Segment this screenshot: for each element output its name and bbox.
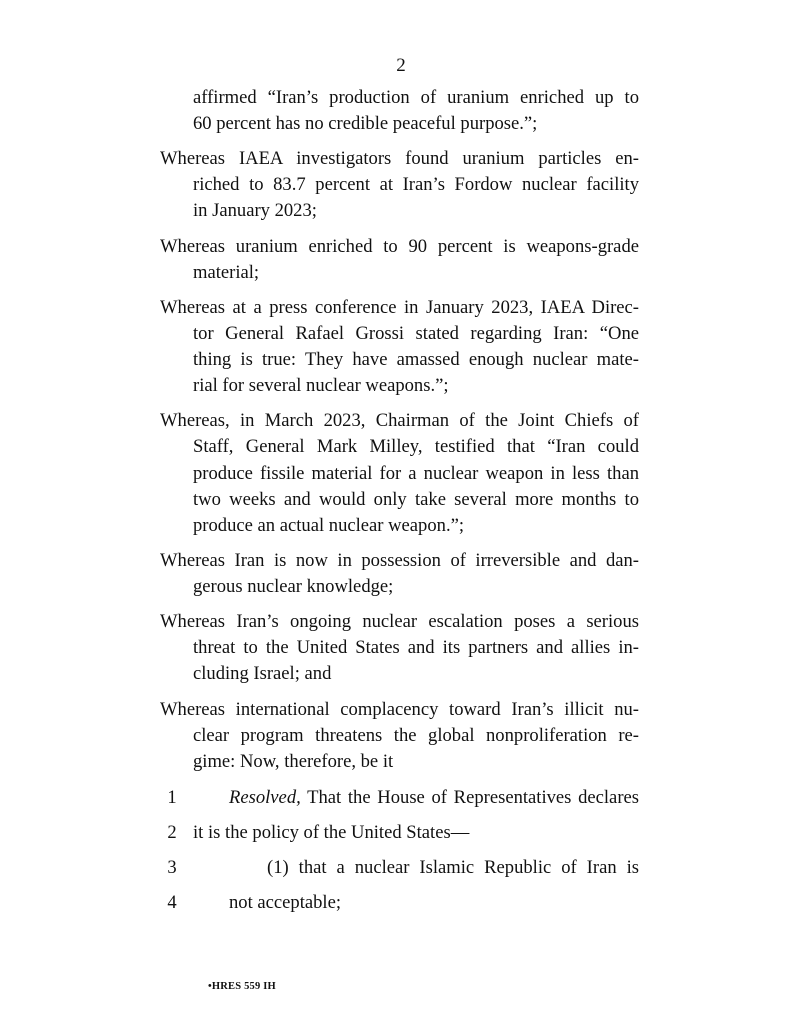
resolution-text: That the House of Representatives declares <box>300 787 639 808</box>
text-line: two weeks and would only take several more months to <box>193 489 639 510</box>
text-line: rial for several nuclear weapons.”; <box>193 375 449 396</box>
line-number: 2 <box>167 822 177 843</box>
text-line: riched to 83.7 percent at Iran’s Fordow nuclear facility <box>193 174 639 195</box>
text-line: clear program threatens the global nonproliferation re- <box>193 725 639 746</box>
text-line: 60 percent has no credible peaceful purpose.”; <box>193 113 538 134</box>
whereas-clause-line: Whereas Iran’s ongoing nuclear escalation poses a serious <box>160 611 639 632</box>
text-line: thing is true: They have amassed enough nuclear mate- <box>193 349 639 370</box>
whereas-clause-line: Whereas Iran is now in possession of irreversible and dan- <box>160 550 639 571</box>
text-line: gime: Now, therefore, be it <box>193 751 394 772</box>
text-line: threat to the United States and its partners and allies in- <box>193 637 639 658</box>
whereas-clause-line: Whereas uranium enriched to 90 percent is weapons-grade <box>160 236 639 257</box>
whereas-clause-line: Whereas international complacency toward Iran’s illicit nu- <box>160 699 639 720</box>
resolution-line: it is the policy of the United States— <box>193 822 470 843</box>
whereas-clause-line: Whereas at a press conference in January 2023, IAEA Direc- <box>160 297 639 318</box>
text-line: tor General Rafael Grossi stated regarding Iran: “One <box>193 323 639 344</box>
text-line: affirmed “Iran’s production of uranium enriched up to <box>193 87 639 108</box>
text-line: in January 2023; <box>193 200 317 221</box>
text-line: gerous nuclear knowledge; <box>193 576 394 597</box>
resolved-word: Resolved, <box>229 787 301 808</box>
line-number: 1 <box>167 787 177 808</box>
text-line: material; <box>193 262 260 283</box>
resolution-line: not acceptable; <box>229 892 342 913</box>
page-number: 2 <box>396 55 406 76</box>
resolution-line: (1) that a nuclear Islamic Republic of Iran is <box>267 857 639 878</box>
resolution-line <box>229 785 639 811</box>
line-number: 3 <box>167 857 177 878</box>
text-line: Staff, General Mark Milley, testified that “Iran could <box>193 436 639 457</box>
whereas-clause-line: Whereas IAEA investigators found uranium particles en- <box>160 148 639 169</box>
whereas-clause-line: Whereas, in March 2023, Chairman of the Joint Chiefs of <box>160 410 639 431</box>
text-line: produce fissile material for a nuclear weapon in less than <box>193 463 639 484</box>
text-line: cluding Israel; and <box>193 663 332 684</box>
document-footer-id: •HRES 559 IH <box>208 981 276 992</box>
line-number: 4 <box>167 892 177 913</box>
text-line: produce an actual nuclear weapon.”; <box>193 515 465 536</box>
